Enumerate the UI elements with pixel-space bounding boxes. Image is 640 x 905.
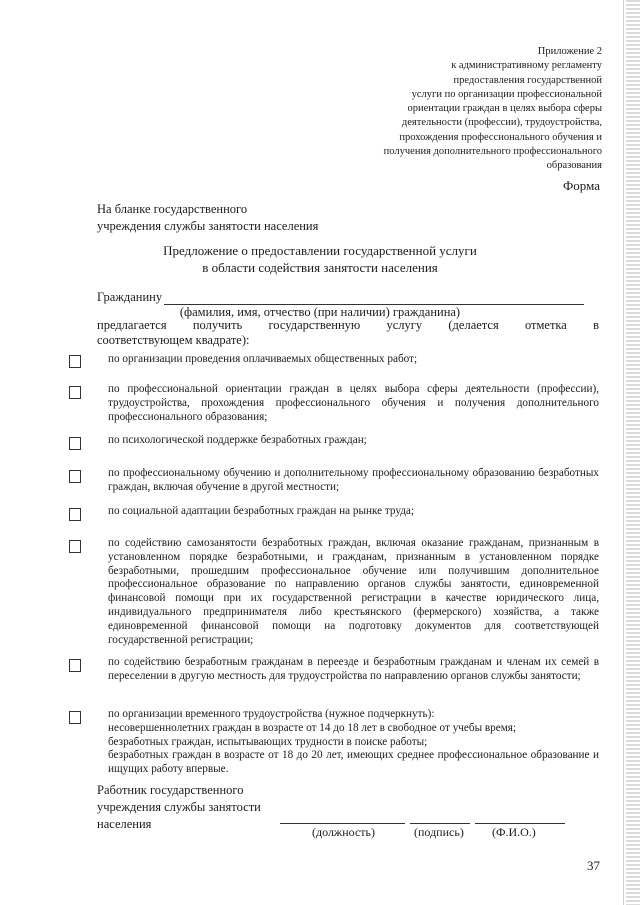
fio-label: (Ф.И.О.) — [492, 825, 536, 839]
title-line: Предложение о предоставлении государственной услуги — [163, 243, 477, 258]
offer-text-continued: соответствующем квадрате): — [97, 333, 250, 347]
temp-sub-young: безработных граждан в возрасте от 18 до 20 лет, имеющих среднее профессиональное образование и ищущих работу впервые. — [108, 749, 599, 776]
annex-line: услуги по организации профессиональной — [411, 88, 602, 100]
checkbox-career-guidance[interactable] — [69, 386, 81, 399]
checkbox-temporary-employment[interactable] — [69, 711, 81, 724]
option-temporary-employment — [108, 708, 599, 777]
citizen-hint: (фамилия, имя, отчество (при наличии) гражданина) — [179, 305, 461, 319]
temp-sub-minors: несовершеннолетних граждан в возрасте от 14 до 18 лет в свободное от учебы время; — [108, 721, 517, 734]
title-line: в области содействия занятости населения — [202, 260, 438, 275]
annex-line: прохождения профессионального обучения и — [399, 131, 602, 143]
annex-line: получения дополнительного профессионального — [383, 146, 602, 158]
offer-text: предлагается получить государственную услугу (делается отметка в — [97, 318, 599, 332]
option-relocation: по содействию безработным гражданам в переезде и безработным гражданам и членам их семей в переселении в другую местность для трудоустройства по направлению органов службы занятости; — [108, 656, 599, 682]
worker-line: учреждения службы занятости — [97, 800, 261, 814]
option-career-guidance: по профессиональной ориентации граждан в целях выбора сферы деятельности (профессии), трудоустройства, прохождения профессионального обучения и получения дополнительного профессионального образования; — [108, 383, 599, 423]
position-signature-line[interactable] — [280, 823, 405, 824]
worker-block — [97, 782, 261, 833]
checkbox-relocation[interactable] — [69, 659, 81, 672]
checkbox-social-adaptation[interactable] — [69, 508, 81, 521]
document-title — [0, 242, 640, 276]
annex-line: Приложение 2 — [537, 46, 602, 57]
name-signature-line[interactable] — [475, 823, 565, 824]
form-label: Форма — [563, 178, 600, 193]
checkbox-psychological-support[interactable] — [69, 437, 81, 450]
letterhead — [97, 201, 318, 235]
annex-line: ориентации граждан в целях выбора сферы — [407, 103, 602, 115]
annex-line: предоставления государственной — [453, 74, 602, 86]
option-social-adaptation: по социальной адаптации безработных граждан на рынке труда; — [108, 505, 414, 517]
temp-sub-difficulties: безработных граждан, испытывающих трудности в поиске работы; — [108, 735, 428, 748]
scan-edge-line — [623, 0, 624, 905]
worker-line: Работник государственного — [97, 783, 244, 797]
citizen-field — [97, 290, 584, 305]
worker-line: населения — [97, 817, 152, 831]
option-temporary-employment-label: по организации временного трудоустройства (нужное подчеркнуть): — [108, 708, 435, 720]
annex-line: к административному регламенту — [451, 60, 602, 72]
checkbox-self-employment[interactable] — [69, 540, 81, 553]
checkbox-vocational-training[interactable] — [69, 470, 81, 483]
option-self-employment: по содействию самозанятости безработных граждан, включая оказание гражданам, признанным в установленном порядке безработными, и гражданам, признанным в установленном порядке безработными, прошедшим профессиональное обучение или получившим дополнительное профессиональное образование по направлению органов службы занятости, единовременной финансовой помощи при их государственной регистрации в качестве юридического лица, индивидуального предпринимателя либо крестьянского (фермерского) хозяйства, а также единовременной финансовой помощи на подготовку документов для соответствующей государственной регистрации; — [108, 537, 599, 646]
annex-line: деятельности (профессии), трудоустройства, — [401, 117, 602, 129]
option-public-works: по организации проведения оплачиваемых общественных работ; — [108, 353, 418, 365]
option-vocational-training: по профессиональному обучению и дополнительному профессиональному образованию безработных граждан, включая обучение в другой местности; — [108, 467, 599, 493]
letterhead-line: учреждения службы занятости населения — [97, 219, 319, 233]
citizen-label: Гражданину — [97, 290, 163, 304]
checkbox-public-works[interactable] — [69, 355, 81, 368]
signature-line[interactable] — [410, 823, 470, 824]
annex-header — [282, 45, 602, 174]
letterhead-line: На бланке государственного — [97, 202, 248, 216]
option-psychological-support: по психологической поддержке безработных граждан; — [108, 434, 367, 446]
citizen-name-line[interactable] — [164, 292, 584, 305]
position-label: (должность) — [312, 825, 375, 839]
page-number: 37 — [587, 858, 600, 873]
scan-edge — [626, 0, 640, 905]
annex-line: образования — [546, 160, 602, 172]
signature-label: (подпись) — [414, 825, 464, 839]
